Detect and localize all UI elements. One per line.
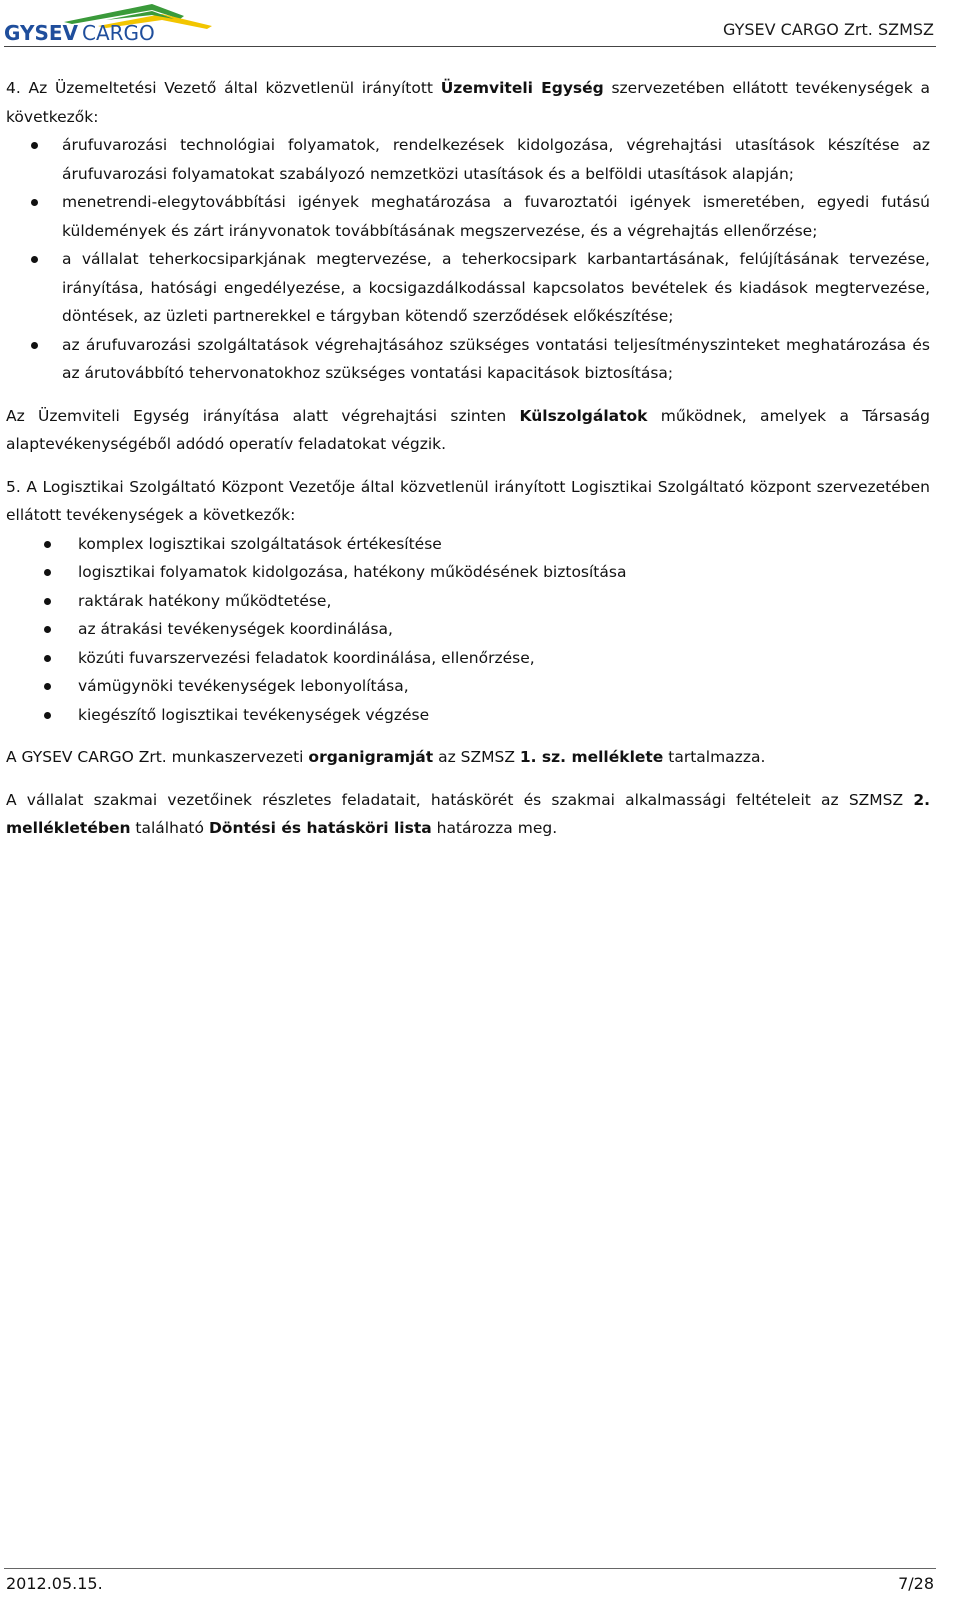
list-item: menetrendi-elegytovábbítási igények meghatározása a fuvaroztatói igények ismeretében, egyedi futású küldemények és zárt irányvonatok továbbításának megszervezése, és a végrehajtás ellenőrzése; [6, 188, 930, 245]
list-item: az árufuvarozási szolgáltatások végrehajtásához szükséges vontatási teljesítményszinteket meghatározása és az árutovábbító tehervonatokhoz szükséges vontatási kapacitások biztosítása; [6, 331, 930, 388]
section-4-intro: 4. Az Üzemeltetési Vezető által közvetlenül irányított Üzemviteli Egység szervezetében ellátott tevékenységek a következők: [6, 79, 930, 126]
list-item: vámügynöki tevékenységek lebonyolítása, [6, 672, 930, 701]
footer-divider [4, 1568, 936, 1569]
list-item: árufuvarozási technológiai folyamatok, rendelkezések kidolgozása, végrehajtási utasítások készítése az árufuvarozási folyamatokat szabályozó nemzetközi utasítások és a belföldi utasítások alapján; [6, 131, 930, 188]
list-item: raktárak hatékony működtetése, [6, 587, 930, 616]
section-5-list [6, 530, 930, 730]
list-item: logisztikai folyamatok kidolgozása, hatékony működésének biztosítása [6, 558, 930, 587]
list-item: kiegészítő logisztikai tevékenységek végzése [6, 701, 930, 730]
section-4-list [6, 131, 930, 388]
section-5-intro: 5. A Logisztikai Szolgáltató Központ Vezetője által közvetlenül irányított Logisztikai Szolgáltató központ szervezetében ellátott tevékenységek a következők: [6, 477, 930, 524]
svg-text:CARGO: CARGO [82, 21, 155, 44]
gysev-cargo-logo [2, 2, 212, 44]
footer-date: 2012.05.15. [6, 1574, 103, 1593]
document-body [6, 74, 930, 843]
list-item: közúti fuvarszervezési feladatok koordinálása, ellenőrzése, [6, 644, 930, 673]
header-divider [4, 46, 936, 47]
externals-paragraph: Az Üzemviteli Egység irányítása alatt végrehajtási szinten Külszolgálatok működnek, amelyek a Társaság alaptevékenységéből adódó operatív feladatokat végzik. [6, 406, 930, 453]
organigram-paragraph: A GYSEV CARGO Zrt. munkaszervezeti organigramját az SZMSZ 1. sz. melléklete tartalmazza. [6, 748, 766, 766]
duties-paragraph: A vállalat szakmai vezetőinek részletes feladatait, hatáskörét és szakmai alkalmassági feltételeit az SZMSZ 2. mellékletében található Döntési és hatásköri lista határozza meg. [6, 790, 930, 837]
page-number: 7/28 [898, 1574, 934, 1593]
list-item: az átrakási tevékenységek koordinálása, [6, 615, 930, 644]
list-item: komplex logisztikai szolgáltatások értékesítése [6, 530, 930, 559]
svg-text:GYSEV: GYSEV [4, 21, 79, 44]
list-item: a vállalat teherkocsiparkjának megtervezése, a teherkocsipark karbantartásának, felújításának tervezése, irányítása, hatósági engedélyezése, a kocsigazdálkodással kapcsolatos bevételek és kiadások megtervezése, döntések, az üzleti partnerekkel e tárgyban kötendő szerződések előkészítése; [6, 245, 930, 331]
header-title: GYSEV CARGO Zrt. SZMSZ [722, 20, 934, 39]
